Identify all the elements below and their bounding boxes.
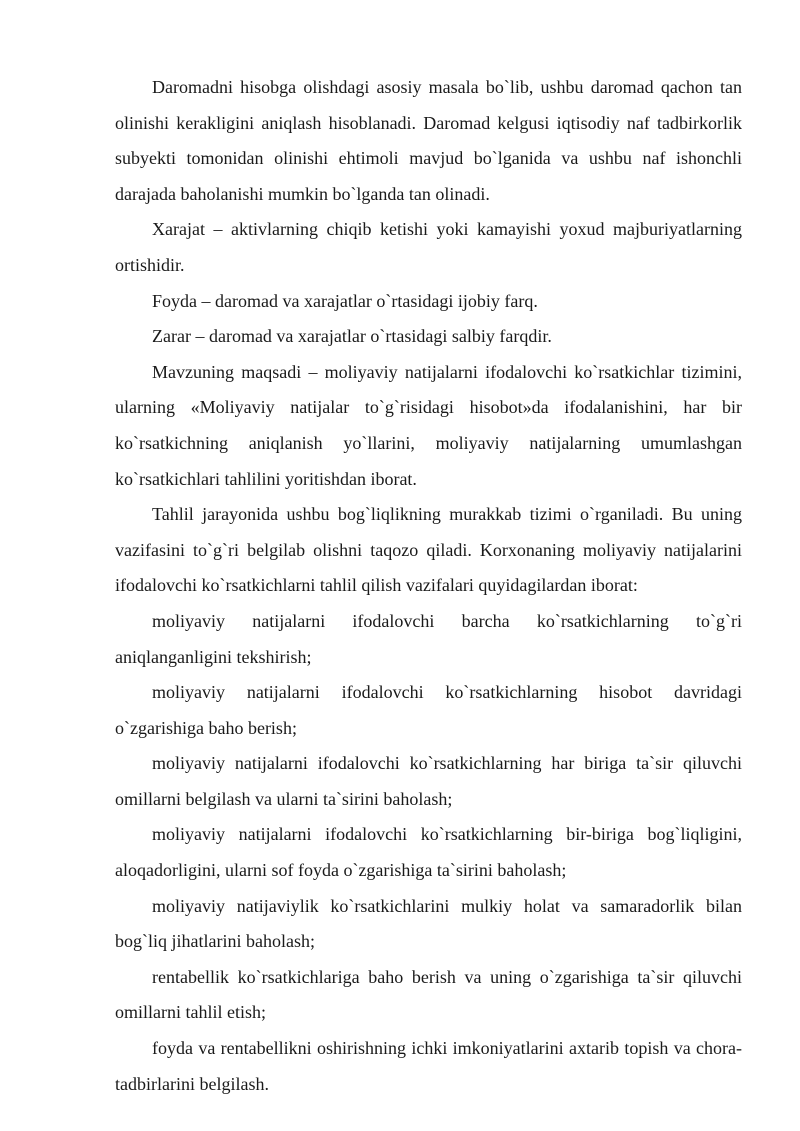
paragraph-topic-goal: Mavzuning maqsadi – moliyaviy natijalarni ifodalovchi ko`rsatkichlar tizimini, ularning «Moliyaviy natijalar to`g`risidagi hisobot»da ifodalanishini, har bir ko`rsatkichning aniqlanish yo`llarini, moliyaviy natijalarning umumlashgan ko`rsatkichlari tahlilini yoritishdan iborat. — [115, 361, 742, 489]
list-item-task-4: moliyaviy natijalarni ifodalovchi ko`rsatkichlarning bir-biriga bog`liqligini, aloqadorligini, ularni sof foyda o`zgarishiga ta`sirini baholash; — [115, 824, 742, 881]
paragraph-expense-definition: Xarajat – aktivlarning chiqib ketishi yoki kamayishi yoxud majburiyatlarning ortishidir. — [115, 219, 742, 275]
list-item-task-3: moliyaviy natijalarni ifodalovchi ko`rsatkichlarning har biriga ta`sir qiluvchi omillarni belgilash va ularni ta`sirini baholash; — [115, 753, 742, 809]
paragraph-profit-definition: Foyda – daromad va xarajatlar o`rtasidagi ijobiy farq. — [152, 290, 538, 311]
list-item-task-5: moliyaviy natijaviylik ko`rsatkichlarini mulkiy holat va samaradorlik bilan bog`liq jihatlarini baholash; — [115, 895, 742, 952]
document-page — [115, 70, 742, 1102]
list-item-task-7: foyda va rentabellikni oshirishning ichki imkoniyatlarini axtarib topish va chora-tadbirlarini belgilash. — [115, 1038, 742, 1094]
paragraph-analysis-tasks-intro: Tahlil jarayonida ushbu bog`liqlikning murakkab tizimi o`rganiladi. Bu uning vazifasini to`g`ri belgilab olishni taqozo qiladi. Korxonaning moliyaviy natijalarini ifodalovchi ko`rsatkichlarni tahlil qilish vazifalari quyidagilardan iborat: — [115, 504, 742, 596]
list-item-task-2: moliyaviy natijalarni ifodalovchi ko`rsatkichlarning hisobot davridagi o`zgarishiga baho berish; — [115, 682, 742, 738]
paragraph-revenue-recognition: Daromadni hisobga olishdagi asosiy masala bo`lib, ushbu daromad qachon tan olinishi kerakligini aniqlash hisoblanadi. Daromad kelgusi iqtisodiy naf tadbirkorlik subyekti tomonidan olinishi ehtimoli mavjud bo`lganida va ushbu naf ishonchli darajada baholanishi mumkin bo`lganda tan olinadi. — [115, 77, 742, 204]
list-item-task-6: rentabellik ko`rsatkichlariga baho berish va uning o`zgarishiga ta`sir qiluvchi omillarni tahlil etish; — [115, 966, 742, 1023]
list-item-task-1: moliyaviy natijalarni ifodalovchi barcha ko`rsatkichlarning to`g`ri aniqlanganligini tekshirish; — [115, 610, 742, 667]
paragraph-loss-definition: Zarar – daromad va xarajatlar o`rtasidagi salbiy farqdir. — [152, 326, 552, 347]
